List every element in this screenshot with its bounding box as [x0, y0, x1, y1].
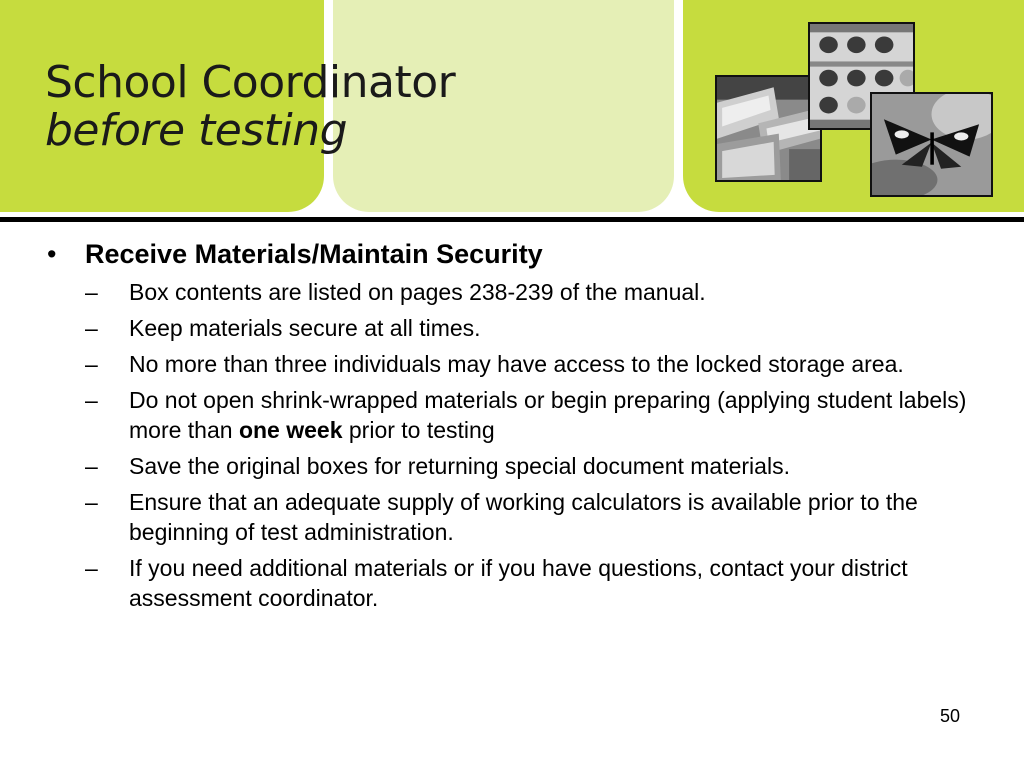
- title-line-1: School Coordinator: [45, 57, 456, 108]
- dash-marker: –: [85, 315, 98, 341]
- bullet-heading: Receive Materials/Maintain Security: [85, 239, 543, 269]
- sub-bullet-list: [45, 277, 995, 613]
- dash-marker: –: [85, 555, 98, 581]
- sub-bullet-item: [83, 277, 995, 307]
- sub-bullet-text: [129, 385, 974, 445]
- bullet-symbol: •: [47, 239, 57, 269]
- page-number: 50: [940, 706, 961, 726]
- sub-bullet-text: No more than three individuals may have access to the locked storage area.: [129, 351, 904, 377]
- sub-bullet-item: [83, 487, 995, 547]
- dash-marker: –: [85, 489, 98, 515]
- dash-marker: –: [85, 453, 98, 479]
- sub-bullet-item: [83, 553, 995, 613]
- sub-bullet-text: Save the original boxes for returning special document materials.: [129, 453, 790, 479]
- sub-bullet-text: Box contents are listed on pages 238-239 of the manual.: [129, 279, 706, 305]
- sub-bullet-item: [83, 313, 995, 343]
- sub-bullet-text-post: prior to testing: [342, 417, 495, 443]
- title-line-2: before testing: [45, 105, 348, 156]
- dash-marker: –: [85, 279, 98, 305]
- header-divider: [0, 217, 1024, 222]
- sub-bullet-item: [83, 349, 995, 379]
- slide-body: [45, 236, 995, 619]
- books-photo: [715, 75, 822, 182]
- sub-bullet-text: If you need additional materials or if you have questions, contact your district assessment coordinator.: [129, 555, 908, 611]
- sub-bullet-text: Keep materials secure at all times.: [129, 315, 481, 341]
- sub-bullet-item: [83, 451, 995, 481]
- sub-bullet-item: [83, 385, 995, 445]
- sub-bullet-text: Ensure that an adequate supply of working calculators is available prior to the beginning of test administration.: [129, 489, 918, 545]
- dash-marker: –: [85, 387, 98, 413]
- sub-bullet-text-bold: one week: [238, 417, 343, 443]
- dash-marker: –: [85, 351, 98, 377]
- butterfly-photo: [870, 92, 993, 197]
- sub-bullet-text-pre: Do not open shrink-wrapped materials or begin preparing (applying student labels) more than: [129, 387, 967, 443]
- main-bullet: [45, 236, 995, 272]
- slide-title: [45, 58, 455, 154]
